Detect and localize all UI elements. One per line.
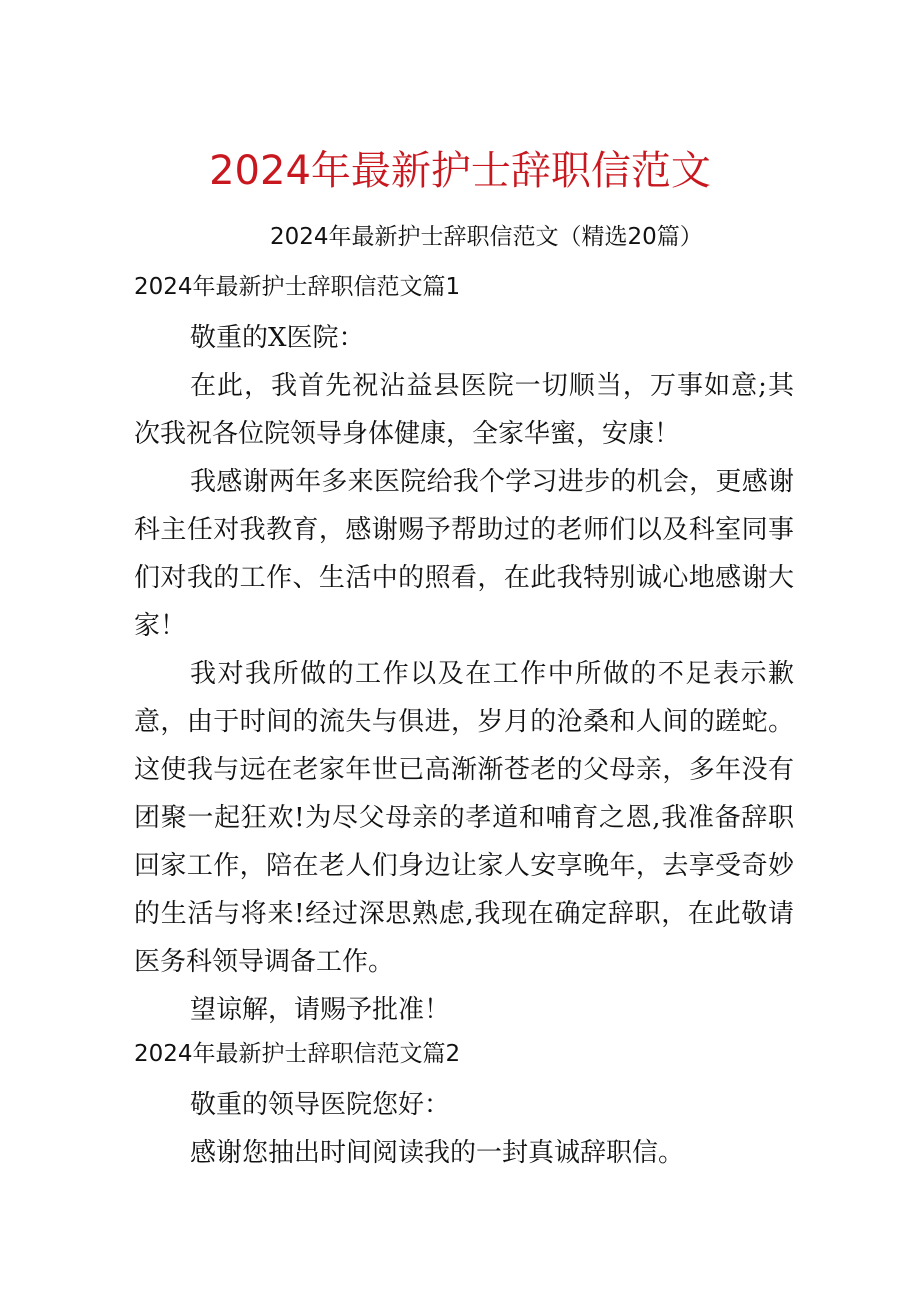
paragraph: 我感谢两年多来医院给我个学习进步的机会，更感谢科主任对我教育，感谢赐予帮助过的老师们以及科室同事们对我的工作、生活中的照看，在此我特别诚心地感谢大家！ — [134, 467, 794, 641]
section-2 — [134, 1037, 794, 1177]
section-heading: 2024年最新护士辞职信范文篇2 — [134, 1041, 461, 1067]
document-subtitle: 2024年最新护士辞职信范文（精选20篇） — [270, 224, 703, 250]
salutation: 敬重的X医院： — [190, 323, 365, 353]
section-heading: 2024年最新护士辞职信范文篇1 — [134, 274, 461, 300]
article-body — [134, 267, 794, 1177]
paragraph: 感谢您抽出时间阅读我的一封真诚辞职信。 — [190, 1138, 685, 1168]
section-1 — [134, 270, 794, 1034]
salutation: 敬重的领导医院您好： — [190, 1090, 451, 1120]
closing-line: 望谅解，请赐予批准！ — [190, 995, 451, 1025]
paragraph: 在此，我首先祝沾益县医院一切顺当，万事如意;其次我祝各位院领导身体健康，全家华蜜，安康！ — [134, 371, 794, 449]
paragraph: 我对我所做的工作以及在工作中所做的不足表示歉意，由于时间的流失与俱进，岁月的沧桑和人间的蹉蛇。这使我与远在老家年世已高渐渐苍老的父母亲，多年没有团聚一起狂欢!为尽父母亲的孝道和哺育之恩,我准备辞职回家工作，陪在老人们身边让家人安享晚年，去享受奇妙的生活与将来!经过深思熟虑,我现在确定辞职，在此敬请医务科领导调备工作。 — [134, 659, 794, 977]
document-title: 2024年最新护士辞职信范文 — [209, 148, 711, 194]
